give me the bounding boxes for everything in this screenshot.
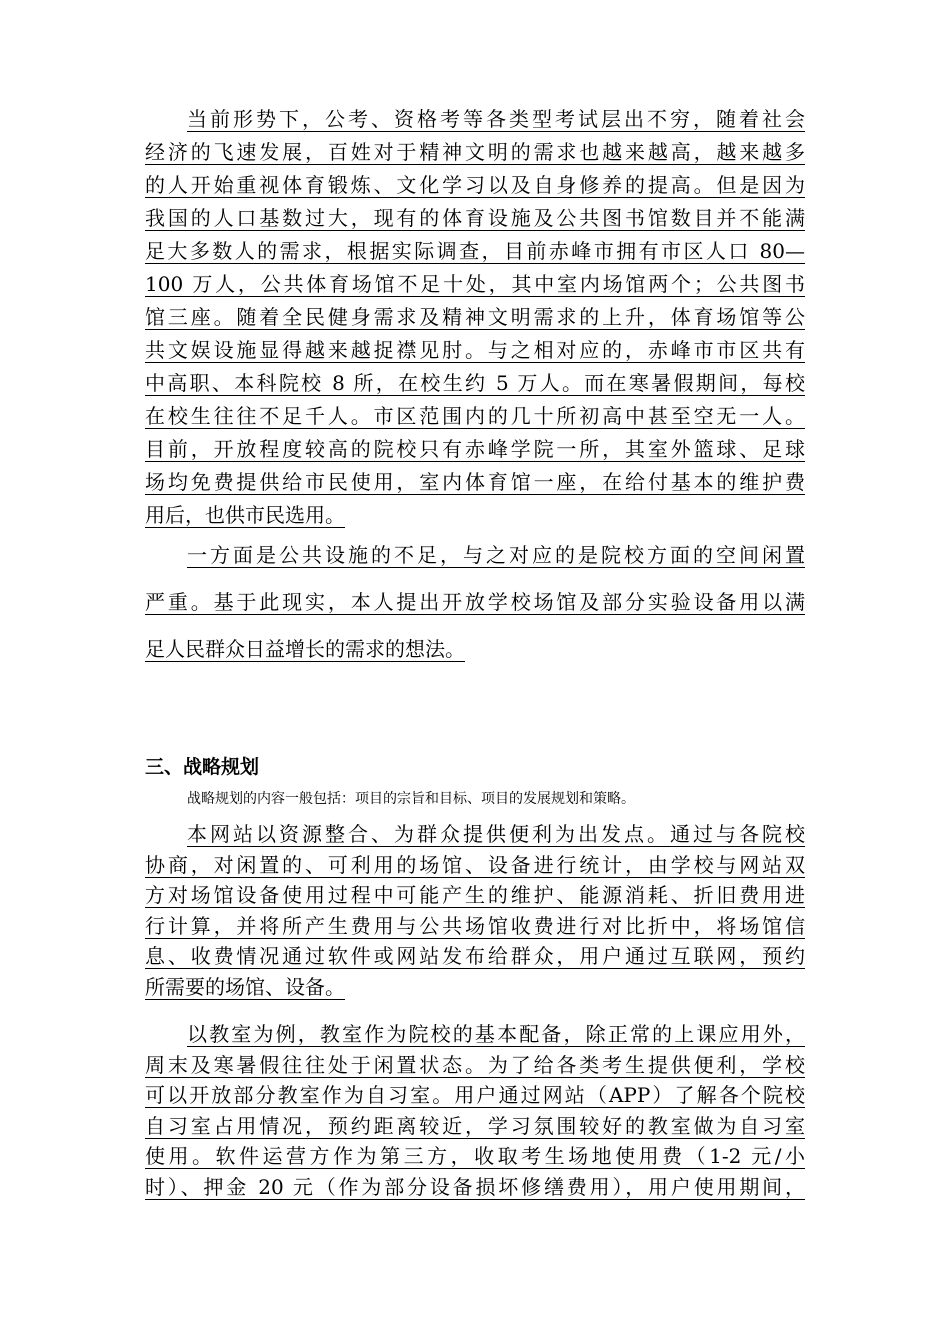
text-line: 可以开放部分教室作为自习室。用户通过网站（APP）了解各个院校 [145, 1083, 805, 1107]
section-description: 战略规划的内容一般包括：项目的宗旨和目标、项目的发展规划和策略。 [187, 791, 635, 807]
text-line: 行计算，并将所产生费用与公共场馆收费进行对比折中，将场馆信 [145, 913, 805, 938]
text-line: 目前，开放程度较高的院校只有赤峰学院一所，其室外篮球、足球 [145, 437, 805, 461]
section-heading: 三、战略规划 [145, 756, 260, 778]
text-line: 馆三座。随着全民健身需求及精神文明需求的上升，体育场馆等公 [145, 305, 805, 329]
text-line: 足大多数人的需求，根据实际调查，目前赤峰市拥有市区人口 80— [145, 239, 805, 263]
text-line: 的人开始重视体育锻炼、文化学习以及自身修养的提高。但是因为 [145, 173, 805, 197]
text-line: 在校生往往不足千人。市区范围内的几十所初高中甚至空无一人。 [145, 404, 805, 428]
text-line: 场均免费提供给市民使用，室内体育馆一座，在给付基本的维护费 [145, 470, 805, 494]
text-line: 所需要的场馆、设备。 [145, 974, 345, 999]
text-line: 方对场馆设备使用过程中可能产生的维护、能源消耗、折旧费用进 [145, 883, 805, 907]
text-line: 共文娱设施显得越来越捉襟见肘。与之相对应的，赤峰市市区共有 [145, 338, 805, 362]
paragraph-background [145, 106, 805, 535]
paragraph-proposal [145, 542, 805, 683]
text-line: 足人民群众日益增长的需求的想法。 [145, 637, 465, 661]
paragraph-website [145, 821, 805, 1004]
text-line: 以教室为例，教室作为院校的基本配备，除正常的上课应用外， [187, 1022, 805, 1046]
text-line: 我国的人口基数过大，现有的体育设施及公共图书馆数目并不能满 [145, 206, 805, 230]
text-line: 严重。基于此现实，本人提出开放学校场馆及部分实验设备用以满 [145, 590, 805, 614]
text-line: 息、收费情况通过软件或网站发布给群众，用户通过互联网，预约 [145, 944, 805, 968]
text-line: 协商，对闲置的、可利用的场馆、设备进行统计，由学校与网站双 [145, 852, 805, 877]
text-line: 使用。软件运营方作为第三方，收取考生场地使用费（1-2 元/小 [145, 1144, 805, 1168]
text-line: 经济的飞速发展，百姓对于精神文明的需求也越来越高，越来越多 [145, 140, 805, 164]
paragraph-classroom [145, 1021, 805, 1204]
text-line: 本网站以资源整合、为群众提供便利为出发点。通过与各院校 [187, 822, 805, 846]
text-line: 用后，也供市民选用。 [145, 503, 345, 527]
text-line: 100 万人，公共体育场馆不足十处，其中室内场馆两个；公共图书 [145, 272, 805, 296]
text-line: 时）、押金 20 元（作为部分设备损坏修缮费用），用户使用期间， [145, 1174, 805, 1199]
text-line: 自习室占用情况，预约距离较近，学习氛围较好的教室做为自习室 [145, 1113, 805, 1138]
text-line: 当前形势下，公考、资格考等各类型考试层出不穷，随着社会 [187, 107, 805, 131]
text-line: 周末及寒暑假往往处于闲置状态。为了给各类考生提供便利，学校 [145, 1052, 805, 1077]
text-line: 一方面是公共设施的不足，与之对应的是院校方面的空间闲置 [187, 543, 805, 567]
text-line: 中高职、本科院校 8 所，在校生约 5 万人。而在寒暑假期间，每校 [145, 371, 805, 395]
